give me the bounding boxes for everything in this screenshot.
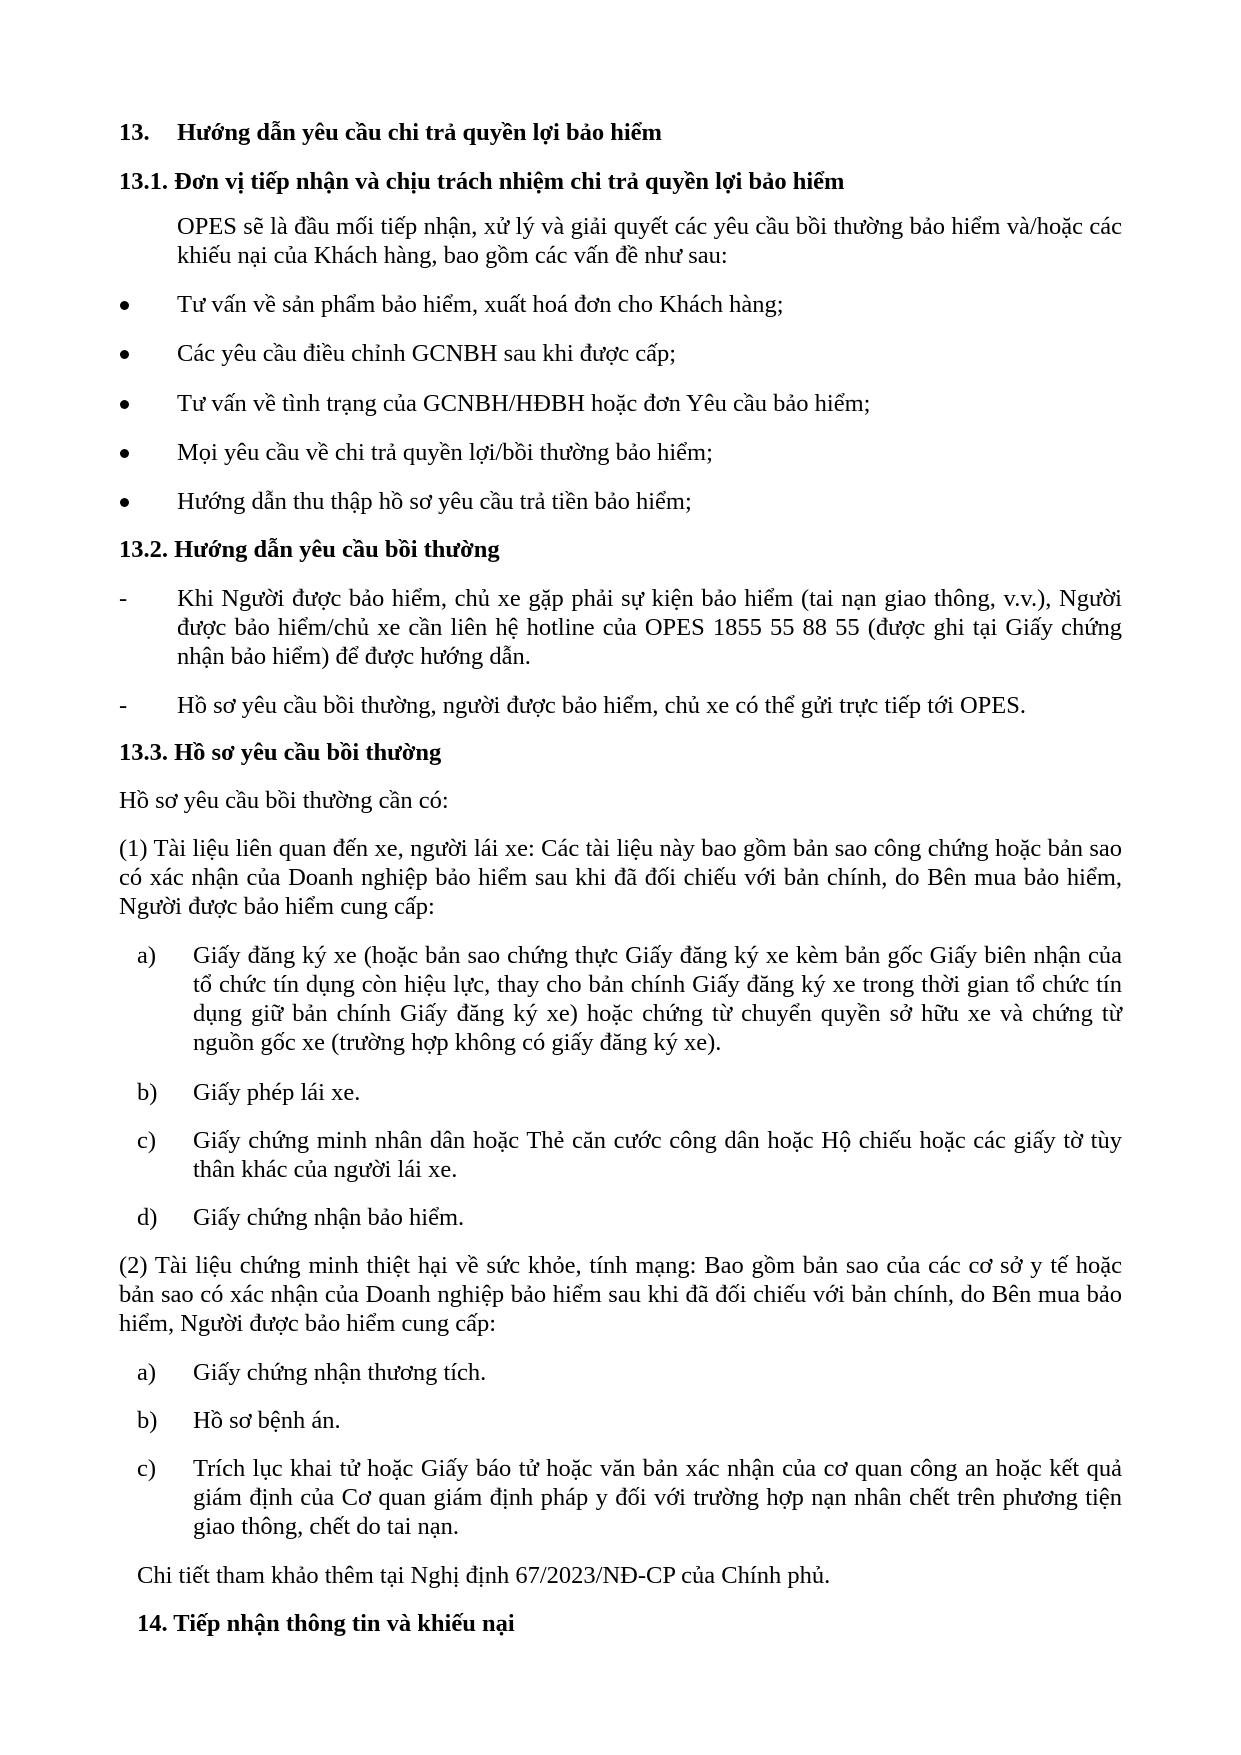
- section-13-2-title: 13.2. Hướng dẫn yêu cầu bồi thường: [119, 536, 500, 563]
- section-14-title: 14. Tiếp nhận thông tin và khiếu nại: [137, 1610, 515, 1637]
- dash-item: Khi Người được bảo hiểm, chủ xe gặp phải sự kiện bảo hiểm (tai nạn giao thông, v.v.), Người được bảo hiểm/chủ xe cần liên hệ hotline của OPES 1855 55 88 55 (được ghi tại Giấy chứng nhận bảo hiểm) để được hướng dẫn.: [177, 585, 1122, 670]
- list-item: Giấy đăng ký xe (hoặc bản sao chứng thực Giấy đăng ký xe kèm bản gốc Giấy biên nhận của tổ chức tín dụng còn hiệu lực, thay cho bản chính Giấy đăng ký xe trong thời gian tổ chức tín dụng giữ bản chính Giấy đăng ký xe) hoặc chứng từ chuyển quyền sở hữu xe và chứng từ nguồn gốc xe (trường hợp không có giấy đăng ký xe).: [193, 942, 1122, 1056]
- dash-marker: -: [119, 692, 128, 719]
- bullet-dot: [120, 449, 129, 458]
- list-label: b): [137, 1407, 158, 1434]
- section-13-number: 13.: [119, 119, 150, 146]
- bullet-dot: [120, 301, 129, 310]
- list-label: d): [137, 1204, 158, 1231]
- list-label: a): [137, 1359, 157, 1386]
- bullet-item: Hướng dẫn thu thập hồ sơ yêu cầu trả tiền bảo hiểm;: [177, 488, 692, 515]
- list-label: c): [137, 1127, 157, 1154]
- bullet-item: Các yêu cầu điều chỉnh GCNBH sau khi được cấp;: [177, 340, 677, 367]
- section-13-3-intro: Hồ sơ yêu cầu bồi thường cần có:: [119, 787, 449, 814]
- section-13-1-title: 13.1. Đơn vị tiếp nhận và chịu trách nhiệm chi trả quyền lợi bảo hiểm: [119, 168, 845, 195]
- section-13-3-title: 13.3. Hồ sơ yêu cầu bồi thường: [119, 739, 442, 766]
- closing-note: Chi tiết tham khảo thêm tại Nghị định 67/2023/NĐ-CP của Chính phủ.: [137, 1562, 831, 1589]
- bullet-item: Mọi yêu cầu về chi trả quyền lợi/bồi thường bảo hiểm;: [177, 439, 713, 466]
- bullet-item: Tư vấn về sản phẩm bảo hiểm, xuất hoá đơn cho Khách hàng;: [177, 291, 784, 318]
- paragraph-2: (2) Tài liệu chứng minh thiệt hại về sức khỏe, tính mạng: Bao gồm bản sao của các cơ sở y tế hoặc bản sao có xác nhận của Doanh nghiệp bảo hiểm sau khi đã đối chiếu với bản chính, do Bên mua bảo hiểm, Người được bảo hiểm cung cấp:: [119, 1252, 1122, 1337]
- list-item: Giấy phép lái xe.: [193, 1079, 361, 1106]
- list-item: Hồ sơ bệnh án.: [193, 1407, 341, 1434]
- list-item: Giấy chứng nhận bảo hiểm.: [193, 1204, 465, 1231]
- section-13-1-intro: OPES sẽ là đầu mối tiếp nhận, xử lý và giải quyết các yêu cầu bồi thường bảo hiểm và/hoặc các khiếu nại của Khách hàng, bao gồm các vấn đề như sau:: [177, 213, 1122, 269]
- section-13-title: Hướng dẫn yêu cầu chi trả quyền lợi bảo hiểm: [177, 119, 662, 146]
- bullet-item: Tư vấn về tình trạng của GCNBH/HĐBH hoặc đơn Yêu cầu bảo hiểm;: [177, 390, 871, 417]
- list-label: a): [137, 942, 157, 969]
- paragraph-1: (1) Tài liệu liên quan đến xe, người lái xe: Các tài liệu này bao gồm bản sao công chứng hoặc bản sao có xác nhận của Doanh nghiệp bảo hiểm sau khi đã đối chiếu với bản chính, do Bên mua bảo hiểm, Người được bảo hiểm cung cấp:: [119, 835, 1122, 920]
- list-item: Giấy chứng nhận thương tích.: [193, 1359, 487, 1386]
- bullet-dot: [120, 498, 129, 507]
- bullet-dot: [120, 400, 129, 409]
- bullet-dot: [120, 350, 129, 359]
- list-label: b): [137, 1079, 158, 1106]
- dash-marker: -: [119, 585, 128, 612]
- dash-item: Hồ sơ yêu cầu bồi thường, người được bảo hiểm, chủ xe có thể gửi trực tiếp tới OPES.: [177, 692, 1027, 719]
- list-label: c): [137, 1455, 157, 1482]
- list-item: Giấy chứng minh nhân dân hoặc Thẻ căn cước công dân hoặc Hộ chiếu hoặc các giấy tờ tùy thân khác của người lái xe.: [193, 1127, 1122, 1183]
- list-item: Trích lục khai tử hoặc Giấy báo tử hoặc văn bản xác nhận của cơ quan công an hoặc kết quả giám định của Cơ quan giám định pháp y đối với trường hợp nạn nhân chết trên phương tiện giao thông, chết do tai nạn.: [193, 1455, 1122, 1540]
